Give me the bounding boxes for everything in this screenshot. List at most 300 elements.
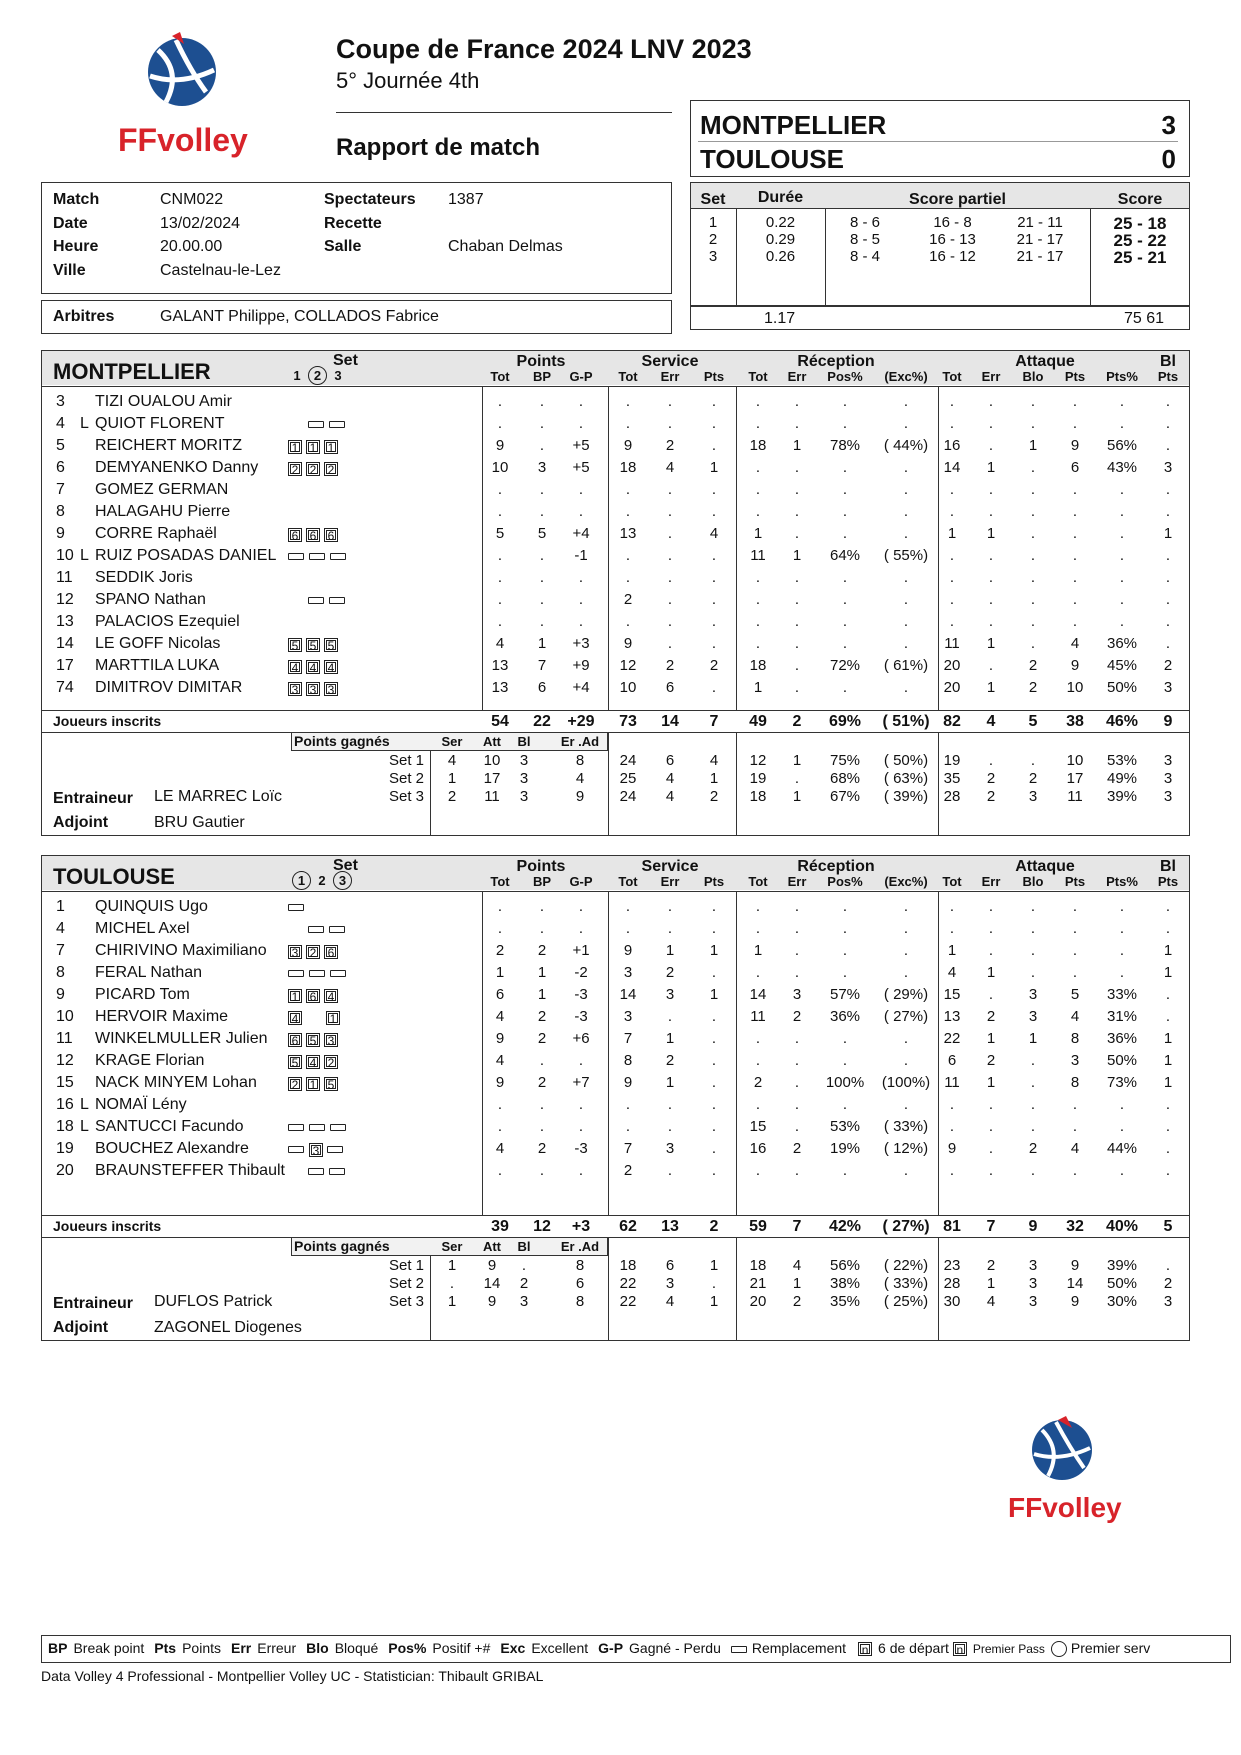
player-sets — [288, 527, 342, 542]
col-sub-header: Pts — [1157, 369, 1179, 384]
col-header-attaque: Attaque — [1015, 858, 1075, 875]
set-row-stat: 22 — [619, 1293, 637, 1310]
player-stat: -3 — [574, 1140, 588, 1157]
coach-name: DUFLOS Patrick — [154, 1293, 273, 1310]
set-empty — [288, 1165, 304, 1179]
player-stat: 18 — [619, 459, 637, 476]
player-stat: 78% — [829, 437, 861, 454]
player-stat: -2 — [574, 964, 588, 981]
player-stat: 36% — [829, 1008, 861, 1025]
set-row-stat: 3 — [1163, 1293, 1173, 1310]
value-ville: Castelnau-le-Lez — [160, 262, 281, 279]
player-stat: . — [755, 503, 761, 520]
player-stat: 15 — [943, 986, 961, 1003]
player-stat: . — [497, 503, 503, 520]
set-empty — [288, 923, 304, 937]
player-stat: . — [578, 569, 584, 586]
player-stat: 1 — [1028, 1030, 1038, 1047]
set-position-box: 6 — [324, 528, 338, 542]
player-name: BOUCHEZ Alexandre — [95, 1140, 249, 1157]
player-stat: . — [842, 591, 848, 608]
player-stat: 56% — [1106, 437, 1138, 454]
team-total-stat: 4 — [986, 713, 996, 730]
player-name: NOMAÏ Lény — [95, 1096, 187, 1113]
player-stat: . — [711, 547, 717, 564]
set-row-pg: 17 — [483, 770, 501, 787]
player-stat: 1 — [947, 525, 957, 542]
player-stat: . — [794, 635, 800, 652]
player-stat: 10 — [1066, 679, 1084, 696]
player-stat: . — [1119, 920, 1125, 937]
player-stat: . — [711, 1162, 717, 1179]
set-row-stat: 3 — [1163, 770, 1173, 787]
player-stat: . — [1072, 415, 1078, 432]
player-stat: . — [1030, 898, 1036, 915]
pg-header-erad: Er .Ad — [560, 1239, 600, 1254]
sets-header-set: Set — [700, 191, 726, 208]
player-stat: . — [711, 964, 717, 981]
set-position-box: 2 — [324, 462, 338, 476]
player-stat: . — [755, 591, 761, 608]
sets-row-score: 25 - 18 — [1113, 214, 1167, 233]
set-row-stat: 19 — [749, 770, 767, 787]
col-sub-header: Err — [787, 874, 807, 889]
player-sets — [288, 681, 342, 696]
team-total-stat: 69% — [828, 713, 862, 730]
set-position-box: 2 — [324, 1055, 338, 1069]
player-stat: . — [988, 657, 994, 674]
team-total-stat: 40% — [1105, 1218, 1139, 1235]
player-stat: . — [1165, 591, 1171, 608]
player-stat: 1 — [1163, 1052, 1173, 1069]
assistant-name: ZAGONEL Diogenes — [154, 1319, 302, 1336]
legend-text: Excellent — [531, 1640, 589, 1656]
result-away-sets: 0 — [1161, 144, 1176, 174]
set-row-pg: 9 — [487, 1257, 497, 1274]
set-row-pg: 1 — [447, 770, 457, 787]
set-row-stat: 21 — [749, 1275, 767, 1292]
set-row-stat: 2 — [709, 788, 719, 805]
player-stat: 36% — [1106, 1030, 1138, 1047]
player-stat: . — [539, 547, 545, 564]
set-row-stat: 25 — [619, 770, 637, 787]
replacement-icon — [309, 553, 325, 560]
set-row-stat: 3 — [1028, 788, 1038, 805]
player-stat: 1 — [986, 525, 996, 542]
player-stat: . — [903, 591, 909, 608]
col-sub-header: Blo — [1022, 874, 1044, 889]
player-stat: . — [667, 1008, 673, 1025]
replacement-icon — [288, 904, 304, 911]
player-name: QUIOT FLORENT — [95, 415, 225, 432]
player-stat: . — [755, 898, 761, 915]
player-stat: 19% — [829, 1140, 861, 1157]
player-stat: 11 — [944, 1074, 960, 1091]
legend-text: Positif +# — [432, 1640, 491, 1656]
player-stat: 3 — [665, 986, 675, 1003]
replacement-icon — [731, 1646, 747, 1653]
player-stat: 4 — [495, 635, 505, 652]
player-stat: . — [1119, 481, 1125, 498]
player-stat: . — [842, 525, 848, 542]
set-label-3: 3 — [333, 871, 352, 890]
player-stat: 11 — [750, 1008, 766, 1025]
player-stat: 2 — [537, 1008, 547, 1025]
player-stat: . — [1165, 986, 1171, 1003]
player-stat: . — [903, 613, 909, 630]
col-sub-header: Blo — [1022, 369, 1044, 384]
player-number: 7 — [56, 942, 65, 959]
assistant-name: BRU Gautier — [154, 814, 245, 831]
player-stat: +7 — [572, 1074, 590, 1091]
player-stat: . — [755, 459, 761, 476]
player-stat: 100% — [825, 1074, 865, 1091]
team-name: TOULOUSE — [53, 864, 175, 889]
col-sub-header: Pts — [1064, 874, 1086, 889]
set-row-stat: 4 — [792, 1257, 802, 1274]
legend-key: Exc — [500, 1640, 526, 1656]
set-position-box: 5 — [324, 638, 338, 652]
set-row-stat: . — [711, 1275, 717, 1292]
set-row-stat: 1 — [792, 1275, 802, 1292]
player-stat: . — [711, 1074, 717, 1091]
sets-row-duree: 0.22 — [765, 214, 796, 231]
player-sets — [288, 944, 342, 959]
player-stat: 5 — [495, 525, 505, 542]
set-row-label: Set 3 — [388, 788, 424, 805]
player-stat: . — [1030, 1052, 1036, 1069]
player-stat: 1 — [665, 942, 675, 959]
set-row-label: Set 1 — [388, 752, 424, 769]
player-stat: 50% — [1106, 1052, 1138, 1069]
player-stat: . — [755, 1162, 761, 1179]
player-stat: . — [903, 459, 909, 476]
player-stat: . — [988, 547, 994, 564]
sets-row-partial-16: 16 - 8 — [933, 214, 972, 231]
player-stat: 31% — [1106, 1008, 1138, 1025]
player-stat: . — [988, 1118, 994, 1135]
player-stat: . — [667, 591, 673, 608]
player-stat: . — [711, 415, 717, 432]
label-arbitres: Arbitres — [53, 308, 115, 325]
set-row-stat: 67% — [829, 788, 861, 805]
player-stat: 2 — [792, 1140, 802, 1157]
player-stat: . — [711, 679, 717, 696]
player-stat: 9 — [623, 437, 633, 454]
player-stat: 1 — [665, 1030, 675, 1047]
player-stat: . — [903, 503, 909, 520]
legend-premier-serv: Premier serv — [1070, 1640, 1151, 1656]
player-name: GOMEZ GERMAN — [95, 481, 229, 498]
player-stat: . — [1165, 1162, 1171, 1179]
player-stat: . — [539, 415, 545, 432]
set-label-2: 2 — [318, 873, 326, 888]
player-number: 14 — [56, 635, 74, 652]
set-position-box: 6 — [288, 528, 302, 542]
player-stat: ( 29%) — [883, 986, 929, 1003]
set-empty — [288, 594, 304, 608]
player-stat: . — [988, 437, 994, 454]
player-stat: . — [1165, 920, 1171, 937]
player-stat: ( 55%) — [883, 547, 929, 564]
player-name: SANTUCCI Facundo — [95, 1118, 244, 1135]
player-stat: . — [988, 920, 994, 937]
player-stat: 2 — [665, 964, 675, 981]
player-stat: . — [539, 393, 545, 410]
player-number: 10 — [56, 1008, 74, 1025]
player-stat: . — [903, 1030, 909, 1047]
player-stat: . — [903, 481, 909, 498]
player-stat: 3 — [1028, 1008, 1038, 1025]
set-row-stat: 35 — [943, 770, 961, 787]
set-position-box: 4 — [306, 660, 320, 674]
col-sub-header: Pts — [1157, 874, 1179, 889]
player-stat: . — [1165, 481, 1171, 498]
pg-header-ser: Ser — [441, 734, 463, 749]
player-stat: 9 — [495, 1030, 505, 1047]
player-stat: . — [578, 920, 584, 937]
player-stat: . — [539, 591, 545, 608]
set-row-stat: ( 50%) — [883, 752, 929, 769]
set-position-box: 1 — [288, 440, 302, 454]
team-total-stat: 54 — [491, 713, 509, 730]
team-total-stat: 32 — [1066, 1218, 1084, 1235]
player-stat: . — [988, 986, 994, 1003]
team-name: MONTPELLIER — [53, 359, 211, 384]
player-stat: . — [842, 569, 848, 586]
player-stat: . — [711, 1052, 717, 1069]
player-stat: 14 — [619, 986, 637, 1003]
player-stat: . — [625, 898, 631, 915]
report-title: Rapport de match — [336, 134, 541, 161]
set-position-box: 1 — [324, 440, 338, 454]
set-row-stat: . — [1030, 752, 1036, 769]
player-stat: . — [903, 942, 909, 959]
set-row-pg: 3 — [519, 788, 529, 805]
player-stat: . — [842, 898, 848, 915]
set-row-pg: 6 — [575, 1275, 585, 1292]
player-stat: . — [1165, 1096, 1171, 1113]
set-row-stat: 18 — [749, 1257, 767, 1274]
set-row-pg: . — [521, 1257, 527, 1274]
player-stat: . — [711, 481, 717, 498]
player-stat: 1 — [753, 679, 763, 696]
set-row-stat: 1 — [709, 1293, 719, 1310]
sets-row-duree: 0.26 — [765, 248, 796, 265]
player-stat: 6 — [495, 986, 505, 1003]
player-name: MARTTILA LUKA — [95, 657, 220, 674]
player-stat: . — [711, 569, 717, 586]
player-stat: 1 — [1163, 1030, 1173, 1047]
set-empty — [306, 1011, 322, 1025]
set-row-pg: 14 — [483, 1275, 501, 1292]
player-stat: . — [903, 635, 909, 652]
player-stat: . — [1119, 503, 1125, 520]
set-row-pg: 2 — [447, 788, 457, 805]
set-position-box: 3 — [288, 682, 302, 696]
player-stat: 2 — [495, 942, 505, 959]
player-stat: . — [667, 503, 673, 520]
set-row-stat: 1 — [709, 770, 719, 787]
label-joueurs-inscrits: Joueurs inscrits — [53, 1218, 162, 1234]
player-stat: . — [842, 964, 848, 981]
player-stat: 16 — [749, 1140, 767, 1157]
footer-credit: Data Volley 4 Professional - Montpellier Volley UC - Statistician: Thibault GRIBAL — [41, 1668, 544, 1684]
player-stat: . — [988, 1140, 994, 1157]
player-name: REICHERT MORITZ — [95, 437, 242, 454]
player-stat: . — [842, 1030, 848, 1047]
player-stat: 1 — [947, 942, 957, 959]
col-header-service: Service — [641, 353, 699, 370]
player-stat: . — [1030, 481, 1036, 498]
player-stat: . — [794, 1118, 800, 1135]
player-stat: 3 — [1028, 986, 1038, 1003]
player-stat: . — [949, 920, 955, 937]
player-stat: 4 — [947, 964, 957, 981]
player-stat: . — [667, 898, 673, 915]
set-row-stat: 17 — [1066, 770, 1084, 787]
set-position-box: 1 — [306, 1077, 320, 1091]
team-total-stat: 62 — [619, 1218, 637, 1235]
set-row-stat: 20 — [749, 1293, 767, 1310]
player-stat: . — [794, 415, 800, 432]
player-stat: . — [578, 898, 584, 915]
set-row-label: Set 2 — [388, 1275, 424, 1292]
legend-key: BP — [48, 1640, 68, 1656]
legend-key: Blo — [306, 1640, 329, 1656]
player-stat: 1 — [753, 942, 763, 959]
player-number: 8 — [56, 503, 65, 520]
player-number: 11 — [56, 569, 73, 586]
player-name: CHIRIVINO Maximiliano — [95, 942, 267, 959]
player-stat: . — [794, 503, 800, 520]
player-stat: 3 — [537, 459, 547, 476]
player-stat: . — [1165, 1008, 1171, 1025]
team-total-stat: ( 51%) — [882, 713, 930, 730]
player-stat: . — [794, 481, 800, 498]
set-row-stat: 22 — [619, 1275, 637, 1292]
player-stat: . — [667, 1096, 673, 1113]
player-sets — [288, 1076, 342, 1091]
set-label-3: 3 — [334, 368, 342, 383]
set-position-box: 4 — [288, 660, 302, 674]
player-stat: . — [711, 1096, 717, 1113]
player-stat: . — [667, 569, 673, 586]
sets-header-duree: Durée — [757, 189, 804, 206]
player-stat: . — [1030, 635, 1036, 652]
player-stat: . — [539, 503, 545, 520]
player-stat: . — [1119, 591, 1125, 608]
replacement-icon — [329, 597, 345, 604]
player-number: 12 — [56, 591, 74, 608]
player-stat: . — [625, 569, 631, 586]
player-stat: . — [625, 481, 631, 498]
player-number: 5 — [56, 437, 65, 454]
player-name: KRAGE Florian — [95, 1052, 205, 1069]
player-stat: +3 — [572, 635, 590, 652]
set-row-stat: 30 — [943, 1293, 961, 1310]
set-position-box: 3 — [309, 1143, 323, 1157]
set-position-box: 3 — [324, 1033, 338, 1047]
pg-header-blk: Bl — [517, 734, 531, 749]
player-stat: . — [1165, 613, 1171, 630]
player-libero: L — [80, 547, 89, 564]
set-position-box: 2 — [306, 945, 320, 959]
player-number: 11 — [56, 1030, 73, 1047]
set-row-stat: 4 — [986, 1293, 996, 1310]
col-sub-header: Tot — [748, 874, 768, 889]
player-stat: . — [497, 1096, 503, 1113]
set-row-pg: 11 — [484, 788, 500, 805]
col-header-service: Service — [641, 858, 699, 875]
player-libero: L — [80, 1118, 89, 1135]
set-position-box: 1 — [306, 440, 320, 454]
set-row-stat: 1 — [792, 752, 802, 769]
set-row-stat: 9 — [1070, 1293, 1080, 1310]
player-stat: 2 — [537, 1074, 547, 1091]
team-total-stat: 82 — [943, 713, 961, 730]
replacement-icon — [329, 926, 345, 933]
col-sub-header: Pts% — [1106, 369, 1138, 384]
set-row-stat: . — [1165, 1257, 1171, 1274]
player-stat: . — [539, 481, 545, 498]
replacement-icon — [329, 1168, 345, 1175]
label-adjoint: Adjoint — [53, 1319, 109, 1336]
player-stat: . — [794, 920, 800, 937]
player-stat: . — [497, 569, 503, 586]
player-stat: +6 — [572, 1030, 590, 1047]
player-stat: . — [1119, 393, 1125, 410]
sets-row-score: 25 - 22 — [1113, 231, 1167, 250]
player-stat: +4 — [572, 525, 590, 542]
player-name: MICHEL Axel — [95, 920, 190, 937]
replacement-icon — [288, 1146, 304, 1153]
player-stat: 7 — [623, 1030, 633, 1047]
team-total-stat: ( 27%) — [882, 1218, 930, 1235]
value-arbitres: GALANT Philippe, COLLADOS Fabrice — [160, 308, 439, 325]
label-spectateurs: Spectateurs — [324, 191, 416, 208]
player-stat: 20 — [943, 679, 961, 696]
player-stat: . — [1165, 437, 1171, 454]
set-position-box: 6 — [306, 528, 320, 542]
set-row-stat: 6 — [665, 752, 675, 769]
player-stat: . — [1072, 613, 1078, 630]
set-row-stat: 3 — [665, 1275, 675, 1292]
col-header-points: Points — [516, 858, 566, 875]
player-stat: 1 — [986, 1074, 996, 1091]
player-stat: . — [539, 569, 545, 586]
player-stat: . — [755, 1030, 761, 1047]
col-header-bl: Bl — [1160, 858, 1176, 875]
player-sets — [288, 900, 309, 914]
player-stat: 1 — [986, 635, 996, 652]
set-row-stat: . — [794, 770, 800, 787]
player-stat: 1 — [709, 942, 719, 959]
player-stat: . — [711, 437, 717, 454]
set-position-box: 1 — [326, 1011, 340, 1025]
player-stat: . — [1030, 920, 1036, 937]
player-stat: . — [539, 613, 545, 630]
player-stat: . — [1165, 898, 1171, 915]
set-position-box: 2 — [306, 462, 320, 476]
player-name: RUIZ POSADAS DANIEL — [95, 547, 277, 564]
pg-header-blk: Bl — [517, 1239, 531, 1254]
player-stat: . — [842, 942, 848, 959]
player-stat: . — [539, 920, 545, 937]
player-stat: . — [1072, 481, 1078, 498]
set-row-stat: 3 — [1028, 1257, 1038, 1274]
set-position-box: 1 — [288, 989, 302, 1003]
